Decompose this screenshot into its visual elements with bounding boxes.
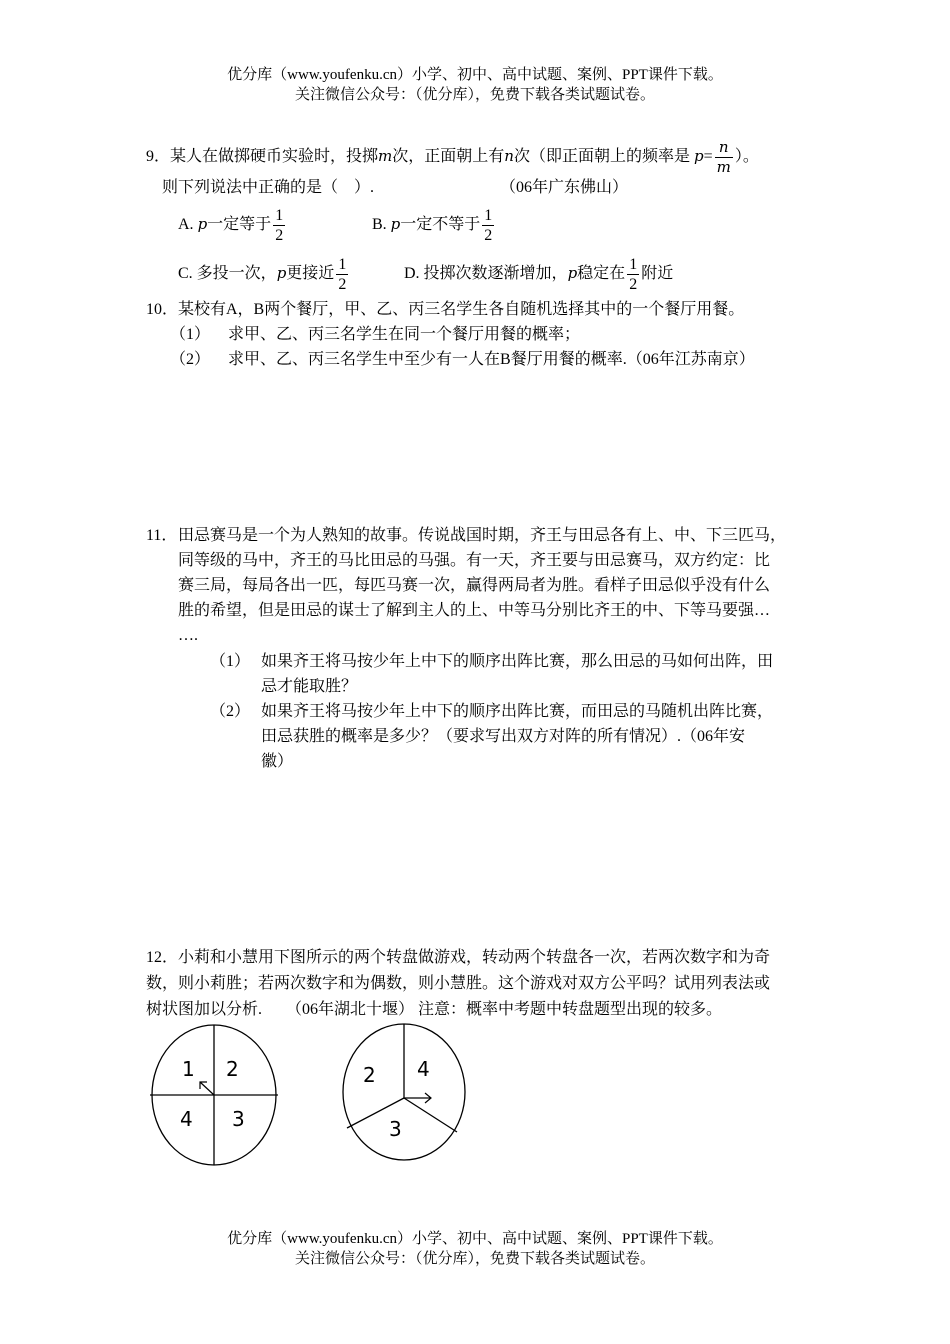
q11-part-2-line-1: 如果齐王将马按少年上中下的顺序出阵比赛，而田忌的马随机出阵比赛， bbox=[261, 703, 774, 720]
q11-number: 11． bbox=[146, 527, 178, 544]
q9-frequency-fraction: $\frac{n}{m}$ bbox=[716, 138, 731, 176]
q9-stem: 9．某人在做掷硬币实验时，投掷m次，正面朝上有n次（即正面朝上的频率是 p= $\frac{n}{m}$ ）。 bbox=[146, 138, 759, 176]
header-line-2: 关注微信公众号：（优分库），免费下载各类试题试卷。 bbox=[294, 87, 655, 103]
footer-line-2: 关注微信公众号：（优分库），免费下载各类试题试卷。 bbox=[294, 1251, 655, 1267]
q9-line-2: 则下列说法中正确的是（ ）. bbox=[162, 179, 375, 196]
spinner-1-pointer bbox=[200, 1082, 214, 1095]
q11-line-1: 田忌赛马是一个为人熟知的故事。传说战国时期，齐王与田忌各有上、中、下三匹马， bbox=[178, 527, 787, 544]
q11-line-4: 胜的希望，但是田忌的谋士了解到主人的上、中等马分别比齐王的中、下等马要强… bbox=[178, 602, 771, 619]
q10-stem: 10．某校有A，B两个餐厅，甲、乙、丙三名学生各自随机选择其中的一个餐厅用餐。 bbox=[146, 301, 745, 318]
q11-line-5: …. bbox=[178, 627, 198, 644]
q9-source: （06年广东佛山） bbox=[500, 179, 629, 196]
spinner-2-figure bbox=[335, 1020, 475, 1165]
footer-line-1: 优分库（www.youfenku.cn）小学、初中、高中试题、案例、PPT课件下载。 bbox=[227, 1231, 723, 1247]
q9-option-b: B. p一定不等于 $\frac{1}{2}$ bbox=[372, 207, 493, 244]
q10-part-1: （1） 求甲、乙、丙三名学生在同一个餐厅用餐的概率； bbox=[170, 326, 581, 343]
spinner-1-label-4: 4 bbox=[180, 1107, 193, 1131]
q9-option-a: A. p一定等于 $\frac{1}{2}$ bbox=[178, 207, 284, 244]
spinner-2-divider-right bbox=[404, 1098, 457, 1132]
q11-part-1-line-2: 忌才能取胜？ bbox=[261, 678, 358, 695]
q12-line-2: 数，则小莉胜；若两次数字和为偶数，则小慧胜。这个游戏对双方公平吗？试用列表法或 bbox=[146, 975, 771, 992]
spinner-1-label-1: 1 bbox=[182, 1057, 195, 1081]
spinner-2-label-2: 2 bbox=[363, 1063, 376, 1087]
q11-part-2-line-3: 徽） bbox=[261, 753, 294, 770]
q11-line-3: 赛三局，每局各出一匹，每匹马赛一次，赢得两局者为胜。看样子田忌似乎没有什么 bbox=[178, 577, 771, 594]
spinner-1-label-3: 3 bbox=[232, 1107, 245, 1131]
q11-part-1-line-1: 如果齐王将马按少年上中下的顺序出阵比赛，那么田忌的马如何出阵，田 bbox=[261, 653, 774, 670]
spinner-1-figure bbox=[140, 1020, 290, 1170]
q11-line-2: 同等级的马中，齐王的马比田忌的马强。有一天，齐王要与田忌赛马，双方约定：比 bbox=[178, 552, 771, 569]
header-line-1: 优分库（www.youfenku.cn）小学、初中、高中试题、案例、PPT课件下载。 bbox=[227, 67, 723, 83]
q10-part-2: （2） 求甲、乙、丙三名学生中至少有一人在B餐厅用餐的概率.（06年江苏南京） bbox=[170, 351, 755, 368]
q12-line-3: 树状图加以分析. （06年湖北十堰） 注意：概率中考题中转盘题型出现的较多。 bbox=[146, 1001, 723, 1018]
q9-option-d: D. 投掷次数逐渐增加，p稳定在 $\frac{1}{2}$ 附近 bbox=[404, 256, 674, 293]
q11-part-2-line-2: 田忌获胜的概率是多少？（要求写出双方对阵的所有情况）.（06年安 bbox=[261, 728, 746, 745]
spinner-1-label-2: 2 bbox=[226, 1057, 239, 1081]
spinner-2-label-4: 4 bbox=[417, 1057, 430, 1081]
q11-part-1-label: （1） bbox=[210, 653, 251, 670]
q12-line-1: 12．小莉和小慧用下图所示的两个转盘做游戏，转动两个转盘各一次，若两次数字和为奇 bbox=[146, 949, 771, 966]
q11-part-2-label: （2） bbox=[210, 703, 251, 720]
q9-option-c: C. 多投一次，p更接近 $\frac{1}{2}$ bbox=[178, 256, 347, 293]
spinner-2-label-3: 3 bbox=[389, 1117, 402, 1141]
